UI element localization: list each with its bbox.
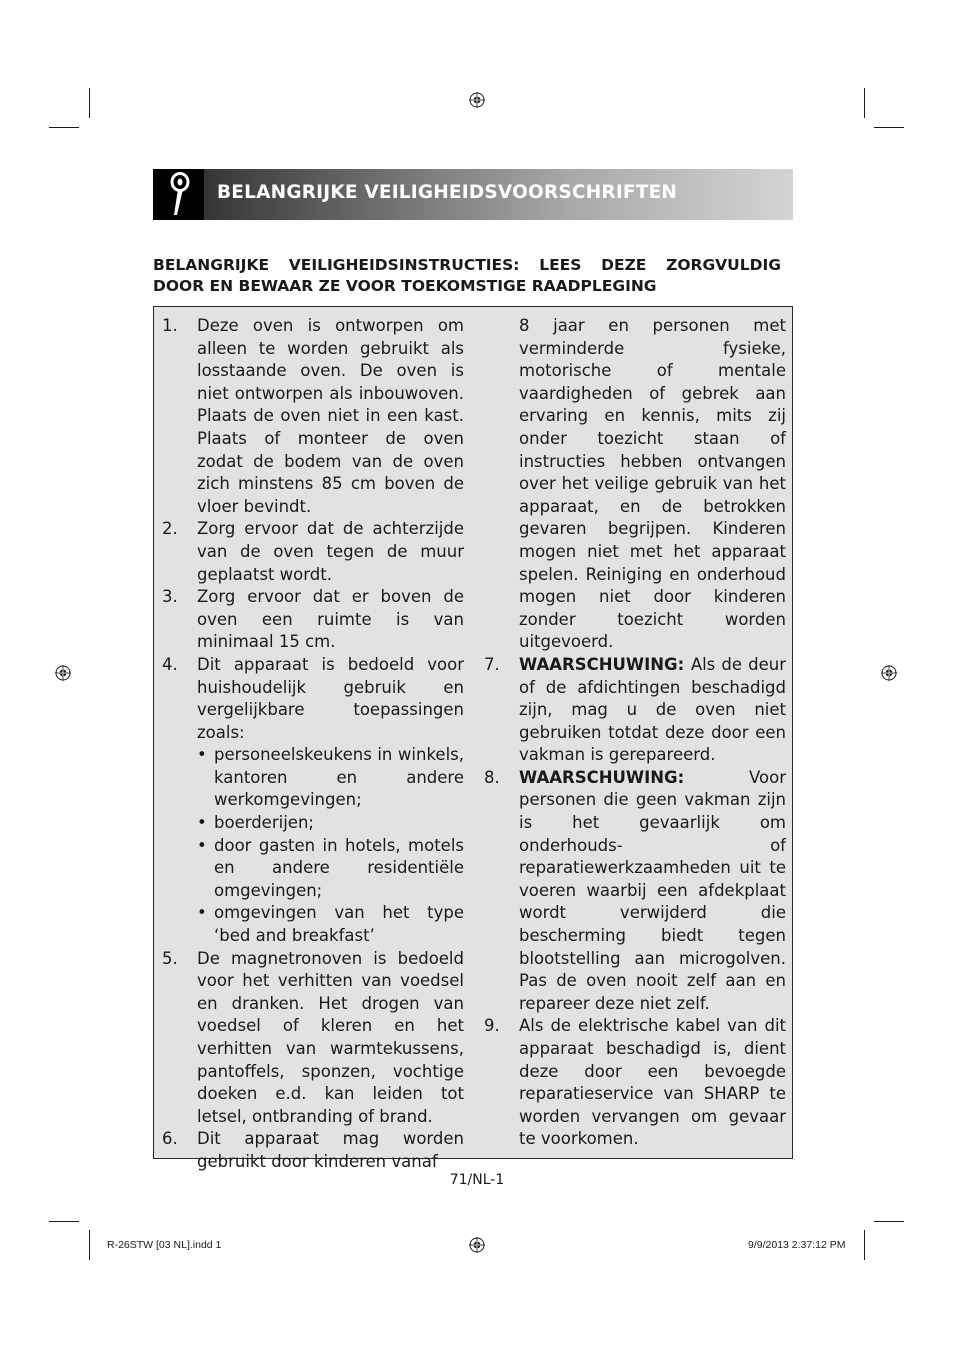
bullet-symbol: • [197, 835, 207, 855]
item-number: 2. [162, 519, 178, 539]
list-item [162, 315, 464, 518]
pen-nib-icon [153, 169, 204, 220]
list-item [162, 948, 464, 1129]
crop-mark [89, 1230, 90, 1260]
list-item [162, 654, 464, 948]
item-number: 6. [162, 1129, 178, 1149]
bullet-text: boerderijen; [214, 813, 314, 833]
section-header [153, 169, 793, 220]
item-text: Zorg ervoor dat de achterzijde van de oven tegen de muur geplaatst wordt. [197, 519, 464, 584]
item-text: Zorg ervoor dat er boven de oven een ruimte is van minimaal 15 cm. [197, 587, 464, 652]
registration-mark-icon [55, 665, 71, 681]
bullet-symbol: • [197, 903, 207, 923]
bullet-item [197, 835, 464, 903]
bullet-symbol: • [197, 813, 207, 833]
registration-mark-icon [469, 92, 485, 108]
list-item [484, 767, 786, 1016]
crop-mark [49, 1221, 79, 1222]
right-column [484, 315, 786, 1151]
item-text: Als de deur of de afdichtingen beschadigd zijn, mag u de oven niet gebruiken totdat deze door een vakman is gerepareerd. [519, 654, 786, 765]
instructions-heading-line: DOOR EN BEWAAR ZE VOOR TOEKOMSTIGE RAADPLEGING [153, 277, 657, 295]
item-number: 9. [484, 1016, 500, 1036]
instructions-heading-line: BELANGRIJKE VEILIGHEIDSINSTRUCTIES: LEES DEZE ZORGVULDIG [153, 256, 781, 274]
safety-instructions-box [153, 306, 793, 1171]
crop-mark [874, 127, 904, 128]
bullet-item [197, 902, 464, 947]
item-number: 8. [484, 767, 500, 787]
bullet-item [197, 744, 464, 812]
warning-label: WAARSCHUWING: [519, 767, 750, 787]
item-text: Voor personen die geen vakman zijn is het gevaarlijk om onderhouds- of reparatiewerkzaamheden uit te voeren waarbij een afdekplaat wordt verwijderd die bescherming biedt tegen blootstelling aan microgolven. Pas de oven nooit zelf aan en repareer deze niet zelf. [519, 767, 786, 1013]
item-text: Deze oven is ontworpen om alleen te worden gebruikt als losstaande oven. De oven is niet ontworpen als inbouwoven. Plaats de oven niet in een kast. Plaats of monteer de oven zodat de bodem van de oven zich minstens 85 cm boven de vloer bevindt. [197, 316, 464, 516]
list-item [484, 654, 786, 767]
crop-mark [864, 88, 865, 118]
list-item [162, 1128, 464, 1173]
item-text: De magnetronoven is bedoeld voor het verhitten van voedsel en dranken. Het drogen van voedsel of kleren en het verhitten van warmtekussens, pantoffels, sponzen, vochtige doeken e.d. kan leiden tot letsel, ontbranding of brand. [197, 948, 464, 1126]
item-text: Als de elektrische kabel van dit apparaat beschadigd is, dient deze door een bevoegde reparatieservice van SHARP te worden vervangen om gevaar te voorkomen. [519, 1016, 786, 1149]
print-timestamp: 9/9/2013 2:37:12 PM [748, 1239, 846, 1251]
crop-mark [49, 127, 79, 128]
item-number: 4. [162, 654, 178, 674]
registration-mark-icon [469, 1237, 485, 1253]
item-number: 1. [162, 316, 178, 335]
item-text: Dit apparaat mag worden gebruikt door kinderen vanaf [197, 1129, 464, 1171]
section-title: BELANGRIJKE VEILIGHEIDSVOORSCHRIFTEN [217, 182, 678, 203]
page-number: 71/NL-1 [449, 1172, 505, 1188]
list-item [162, 518, 464, 586]
bullet-symbol: • [197, 745, 207, 765]
warning-label: WAARSCHUWING: [519, 654, 691, 674]
item-continuation: 8 jaar en personen met verminderde fysieke, motorische of mentale vaardigheden of gebrek aan ervaring en kennis, mits zij onder toezicht staan of instructies hebben ontvangen over het veilige gebruik van het apparaat, en de betrokken gevaren begrijpen. Kinderen mogen niet met het apparaat spelen. Reiniging en onderhoud mogen niet door kinderen zonder toezicht worden uitgevoerd. [519, 316, 786, 652]
bullet-text: door gasten in hotels, motels en andere residentiële omgevingen; [214, 835, 464, 900]
left-column [162, 315, 464, 1174]
crop-mark [89, 88, 90, 118]
item-number: 7. [484, 654, 500, 674]
crop-mark [864, 1230, 865, 1260]
item-number: 5. [162, 948, 178, 968]
list-item [162, 586, 464, 654]
registration-mark-icon [881, 665, 897, 681]
item-text: Dit apparaat is bedoeld voor huishoudelijk gebruik en vergelijkbare toepassingen zoals: [197, 654, 464, 742]
item-number: 3. [162, 587, 178, 607]
bullet-item [197, 812, 464, 835]
instructions-heading [153, 255, 781, 297]
file-name: R-26STW [03 NL].indd 1 [107, 1239, 222, 1251]
bullet-text: omgevingen van het type ‘bed and breakfast’ [214, 903, 464, 946]
crop-mark [874, 1221, 904, 1222]
list-item [484, 1015, 786, 1151]
bullet-text: personeelskeukens in winkels, kantoren en andere werkomgevingen; [214, 745, 464, 810]
